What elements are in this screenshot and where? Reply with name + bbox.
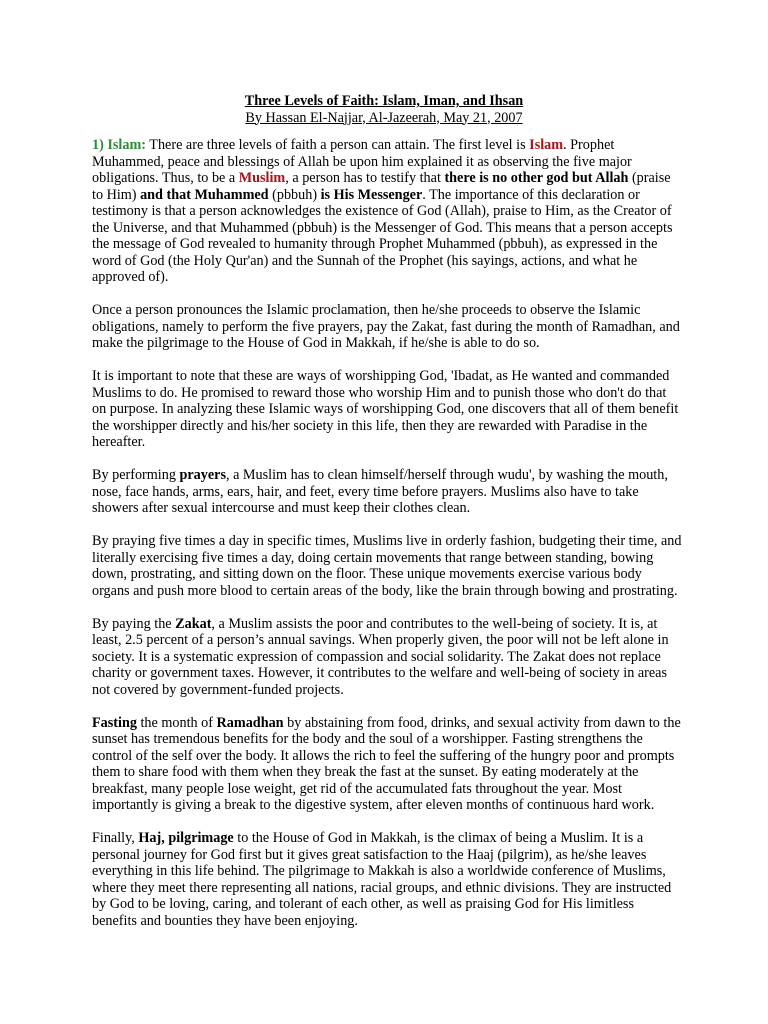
paragraph-islam: 1) Islam: There are three levels of faith a person can attain. The first level is Islam. Prophet Muhammed, peace and blessings of Allah be upon him explained it as observing the five major obligations. Thus, to be a Muslim, a person has to testify that there is no other god but Allah (praise to Him) and that Muhammed (pbbuh) is His Messenger. The importance of this declaration or testimony is that a person acknowledges the existence of God (Allah), praise to Him, as the Creator of the Universe, and that Muhammed (pbbuh) is the Messenger of God. This means that a person accepts the message of God revealed to humanity through Prophet Muhammed (pbbuh), as expressed in the word of God (the Holy Qur'an) and the Sunnah of the Prophet (his sayings, actions, and what he approved of). <box>92 137 673 285</box>
byline: By Hassan El-Najjar, Al-Jazeerah, May 21, 2007 <box>245 109 523 126</box>
testimony-part-1: there is no other god but Allah <box>444 170 629 186</box>
term-zakat: Zakat <box>175 615 212 632</box>
paragraph-haj: Finally, Haj, pilgrimage to the House of God in Makkah, is the climax of being a Muslim. It is a personal journey for God first but it gives great satisfaction to the Haaj (pilgrim), as he/she leaves everything in this life behind. The pilgrimage to Makkah is also a worldwide conference of Muslims, where they meet there representing all nations, racial groups, and ethnic divisions. They are instructed by God to be loving, caring, and tolerant of each other, as well as praising God for His limitless benefits and bounties they have been enjoying. <box>92 830 672 929</box>
term-ramadhan: Ramadhan <box>216 714 284 731</box>
document-body <box>92 137 682 946</box>
term-haj: Haj, pilgrimage <box>138 830 234 846</box>
paragraph-proclamation: Once a person pronounces the Islamic proclamation, then he/she proceeds to observe the Islamic obligations, namely to perform the five prayers, pay the Zakat, fast during the month of Ramadhan, and make the pilgrimage to the House of God in Makkah, if he/she is able to do so. <box>92 302 680 351</box>
paragraph-zakat: By paying the Zakat, a Muslim assists the poor and contributes to the well-being of society. It is, at least, 2.5 percent of a person’s annual savings. When properly given, the poor will not be left alone in society. It is a systematic expression of compassion and social solidarity. The Zakat does not replace charity or government taxes. However, it contributes to the welfare and well-being of society in areas not covered by government-funded projects. <box>92 615 669 698</box>
testimony-part-2: and that Muhammed <box>140 186 269 203</box>
term-islam: Islam <box>529 137 564 153</box>
section-heading-islam: 1) Islam: <box>92 137 146 153</box>
term-fasting: Fasting <box>92 714 137 731</box>
paragraph-prayers-cleanliness: By performing prayers, a Muslim has to clean himself/herself through wudu', by washing the mouth, nose, face hands, arms, ears, hair, and feet, every time before prayers. Muslims also have to take showers after sexual intercourse and must keep their clothes clean. <box>92 467 668 516</box>
document-title: Three Levels of Faith: Islam, Iman, and Ihsan <box>244 93 524 109</box>
paragraph-praying-five-times: By praying five times a day in specific times, Muslims live in orderly fashion, budgeting their time, and literally exercising five times a day, doing certain movements that range between standing, bowing down, prostrating, and sitting down on the floor. These unique movements exercise various body organs and push more blood to certain areas of the body, like the brain through bowing and prostrating. <box>92 533 682 599</box>
testimony-part-3: is His Messenger <box>320 186 423 203</box>
paragraph-fasting: Fasting the month of Ramadhan by abstaining from food, drinks, and sexual activity from dawn to the sunset has tremendous benefits for the body and the soul of a worshipper. Fasting strengthens the control of the self over the body. It allows the rich to feel the suffering of the hungry poor and prompts them to share food with them when they break the fast at the sunset. By eating moderately at the breakfast, many people lose weight, get rid of the accumulated fats throughout the year. Most importantly is giving a break to the digestive system, after eleven months of continuous hard work. <box>92 714 681 813</box>
paragraph-ibadat: It is important to note that these are ways of worshipping God, 'Ibadat, as He wanted and commanded Muslims to do. He promised to reward those who worship Him and to punish those who don't do that on purpose. In analyzing these Islamic ways of worshipping God, one discovers that all of them benefit the worshipper directly and his/her society in this life, then they are rewarded with Paradise in the hereafter. <box>92 368 679 450</box>
document-header <box>0 93 768 126</box>
term-muslim: Muslim <box>238 170 286 186</box>
term-prayers: prayers <box>179 467 226 483</box>
